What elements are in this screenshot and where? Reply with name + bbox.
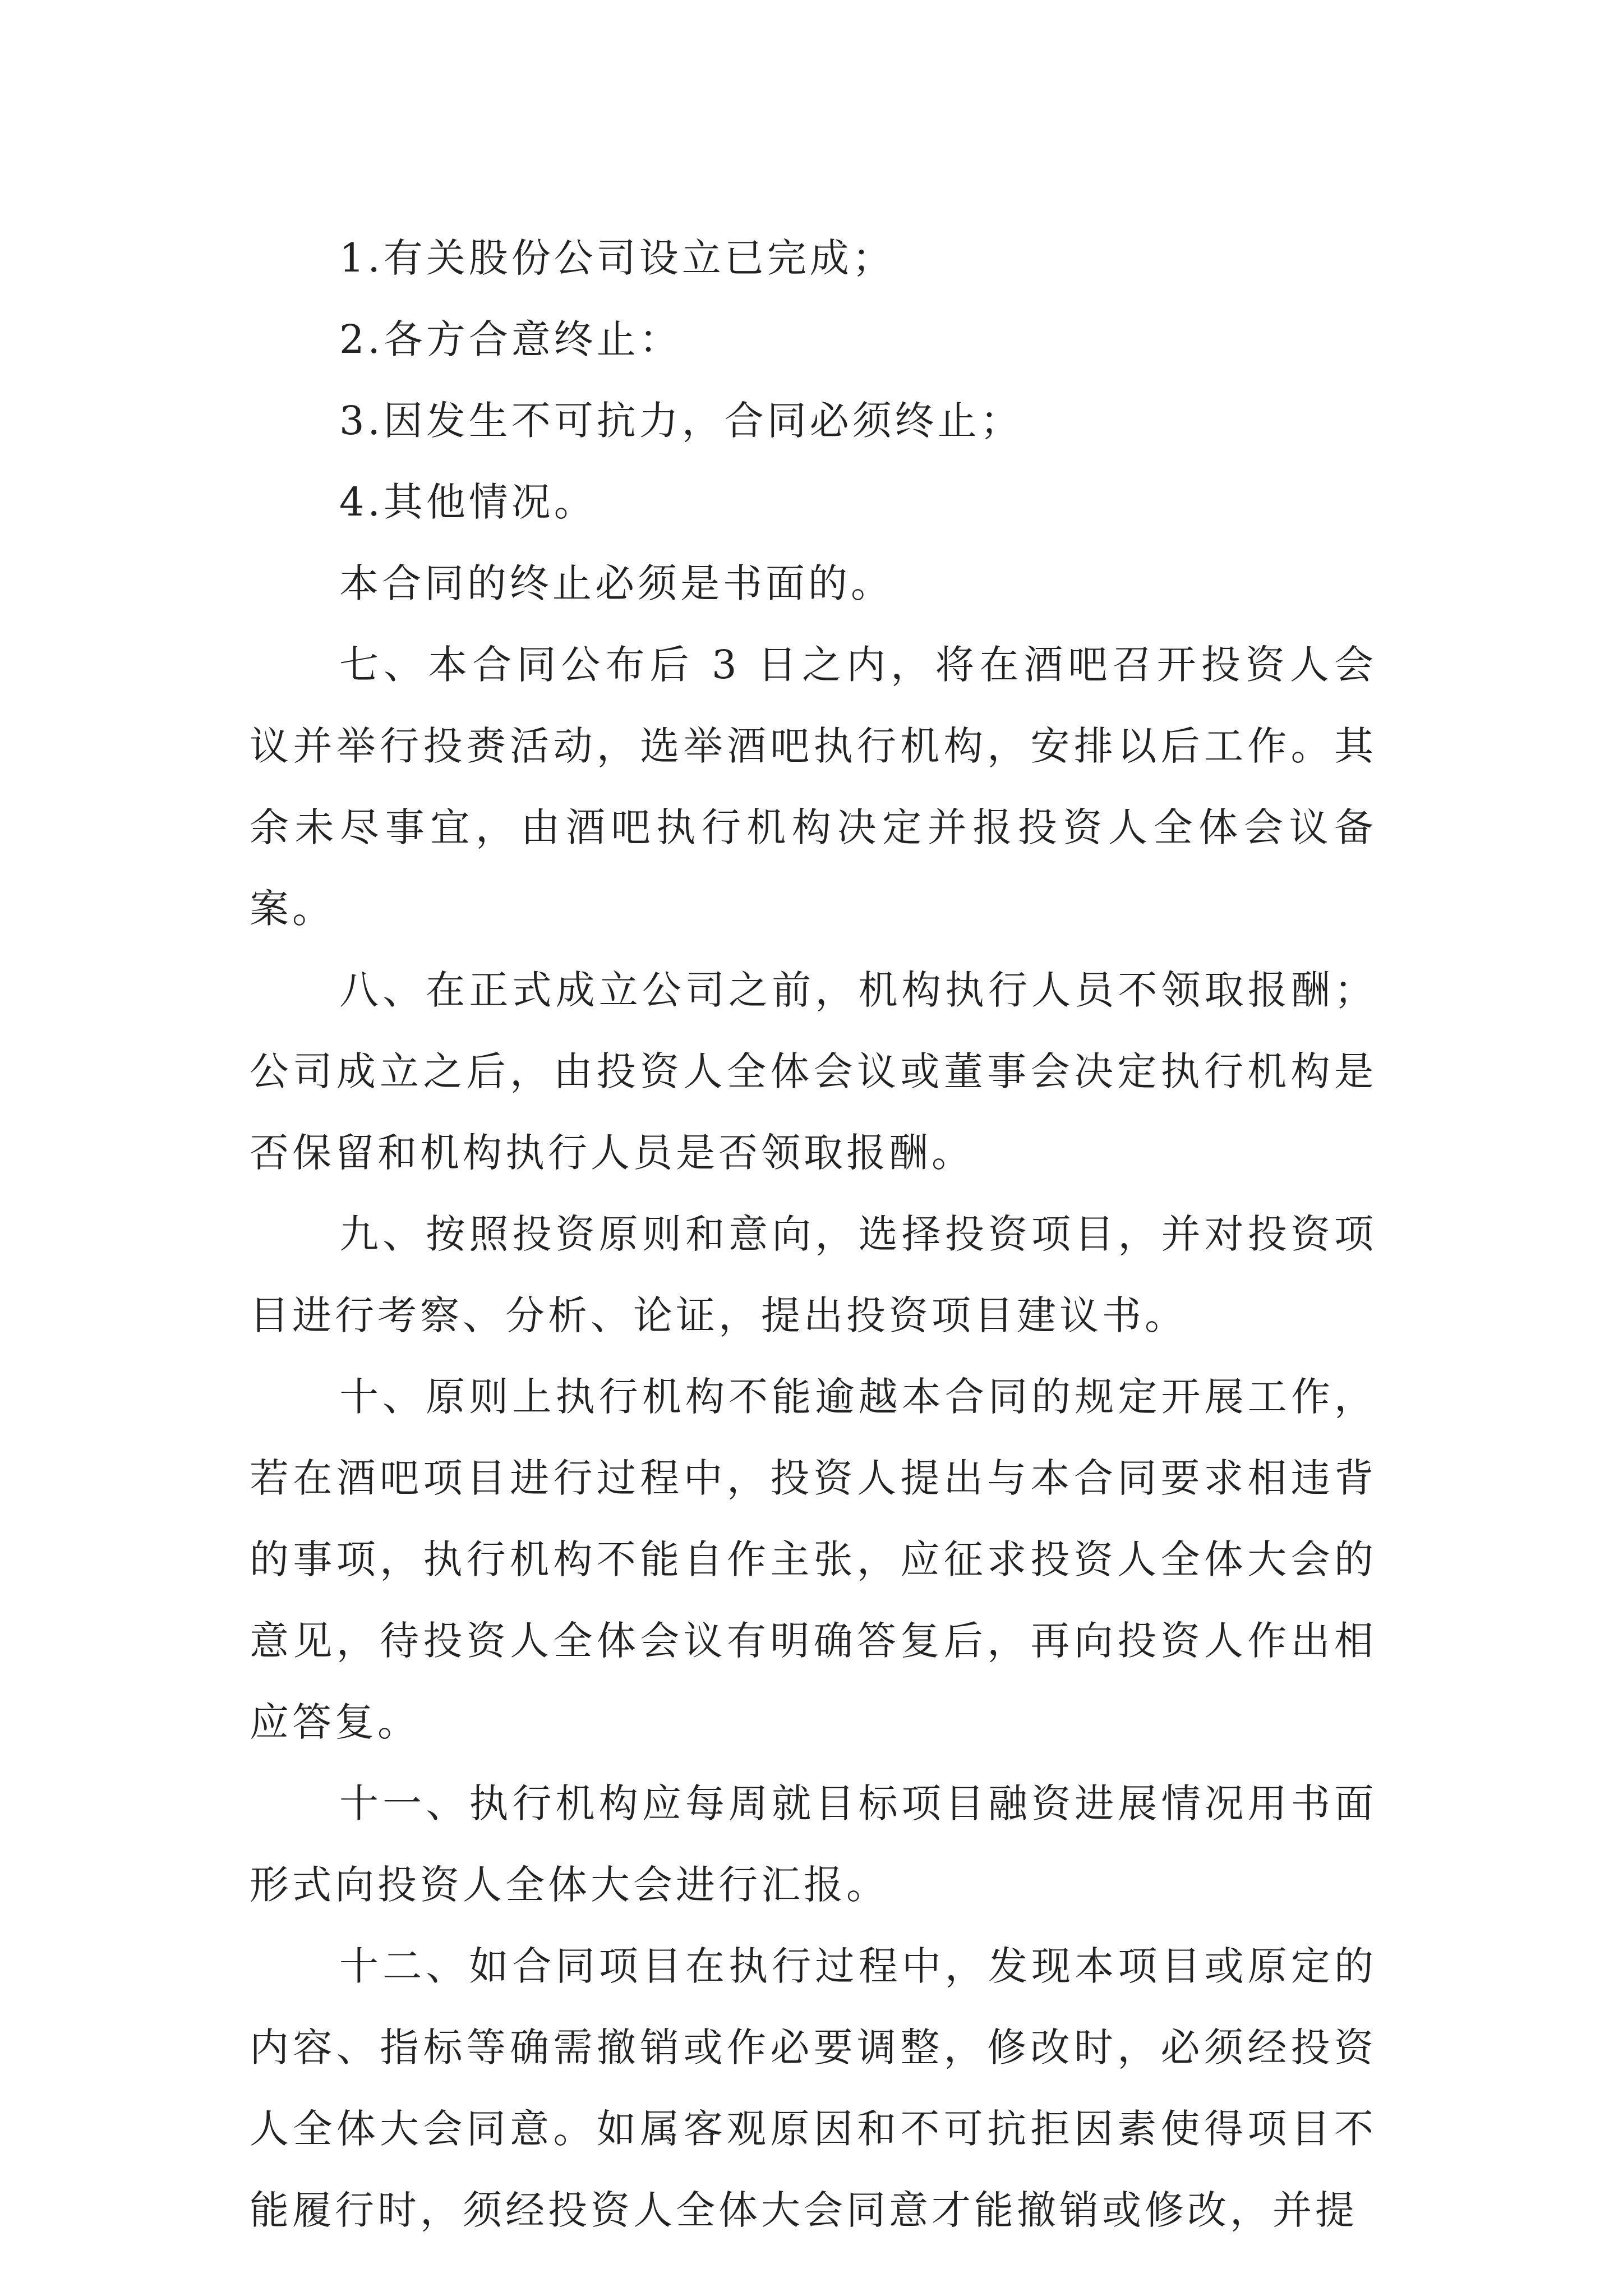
clause-item-1: 1.有关股份公司设立已完成； [339,235,895,281]
article-eleven: 十一、执行机构应每周就目标项目融资进展情况用书面形式向投资人全体大会进行汇报。 [250,1780,1377,1908]
article-seven: 七、本合同公布后 3 日之内，将在酒吧召开投资人会议并举行投赉活动，选举酒吧执行机构，安排以后工作。其余未尽事宜，由酒吧执行机构决定并报投资人全体会议备案。 [250,642,1377,932]
document-body [250,218,1377,2251]
article-eight: 八、在正式成立公司之前，机构执行人员不领取报酬；公司成立之后，由投资人全体会议或董事会决定执行机构是否保留和机构执行人员是否领取报酬。 [250,967,1377,1176]
termination-note: 本合同的终止必须是书面的。 [339,560,893,606]
clause-item-4: 4.其他情况。 [339,479,597,525]
article-nine: 九、按照投资原则和意向，选择投资项目，并对投资项目进行考察、分析、论证，提出投资项目建议书。 [250,1211,1377,1338]
article-twelve: 十二、如合同项目在执行过程中，发现本项目或原定的内容、指标等确需撤销或作必要调整，修改时，必须经投资人全体大会同意。如属客观原因和不可抗拒因素使得项目不能履行时，须经投资人全体大会同意才能撤销或修改，并提 [250,1943,1377,2233]
clause-item-2: 2.各方合意终止： [339,316,682,362]
clause-item-3: 3.因发生不可抗力，合同必须终止； [339,398,1023,444]
article-ten: 十、原则上执行机构不能逾越本合同的规定开展工作，若在酒吧项目进行过程中，投资人提出与本合同要求相违背的事项，执行机构不能自作主张，应征求投资人全体大会的意见，待投资人全体会议有明确答复后，再向投资人作出相应答复。 [250,1374,1377,1745]
